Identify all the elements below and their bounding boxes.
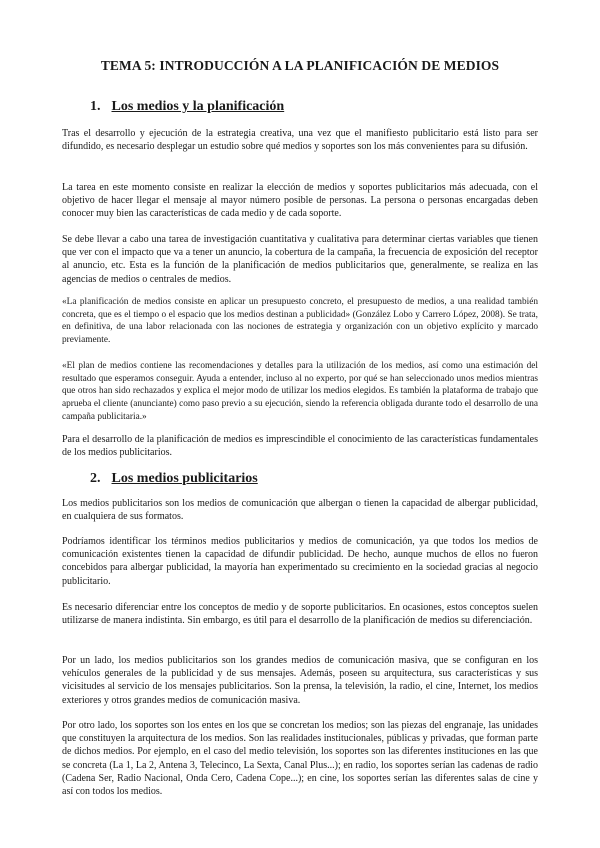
section-number: 1. [90, 99, 101, 114]
section-number: 2. [90, 471, 101, 486]
quote-paragraph: «El plan de medios contiene las recomendaciones y detalles para la utilización de los medios, así como una estimación del resultado que esperamos conseguir. Ayuda a entender, incluso al no experto, por qué se han seleccionado unos medios mientras que otros han sido rechazados y explica el mejor modo de utilizar los medios elegidos. Es también la plataforma de trabajo que aprueba el cliente (anunciante) como paso previo a su ejecución, siendo la referencia obligada durante todo el desarrollo de una campaña publicitaria.» [62, 361, 538, 422]
paragraph: La tarea en este momento consiste en realizar la elección de medios y soportes publicitarios más adecuada, con el objetivo de hacer llegar el mensaje al mayor número posible de personas. La persona o personas encargadas deben conocer muy bien las características de cada medio y de cada soporte. [62, 182, 538, 220]
paragraph: Por otro lado, los soportes son los entes en los que se concretan los medios; son las piezas del engranaje, las unidades que constituyen la arquitectura de los medios. Son las realidades institucionales, públicas y privadas, que forman parte de dichos medios. Por ejemplo, en el caso del medio televisión, los soportes son las diferentes instituciones en las que se concreta (La 1, La 2, Antena 3, Telecinco, La Sexta, Canal Plus...); en radio, los soportes serían las cadenas de radio (Cadena Ser, Radio Nacional, Onda Cero, Cadena Cope...); en cine, los soportes serían las diferentes salas de cine y así con todos los medios. [62, 720, 538, 798]
paragraph: Tras el desarrollo y ejecución de la estrategia creativa, una vez que el manifiesto publicitario está listo para ser difundido, es necesario desplegar un estudio sobre qué medios y soportes son los más convenientes para su difusión. [62, 128, 538, 153]
paragraph: Podríamos identificar los términos medios publicitarios y medios de comunicación, ya que todos los medios de comunicación existentes tienen la capacidad de difundir publicidad. De hecho, aunque muchos de ellos no fueron concebidos para albergar publicidad, la mayoría han experimentado su crecimiento en la sociedad gracias al negocio publicitario. [62, 536, 538, 587]
paragraph: Se debe llevar a cabo una tarea de investigación cuantitativa y cualitativa para determinar ciertas variables que tienen que ver con el impacto que va a tener un anuncio, la cobertura de la campaña, la frecuencia de exposición del receptor al anuncio, etc. Esta es la función de la planificación de medios publicitarios que, generalmente, se realiza en las agencias de medios o centrales de medios. [62, 234, 538, 285]
section-title: Los medios publicitarios [111, 471, 258, 486]
paragraph: Los medios publicitarios son los medios de comunicación que albergan o tienen la capacidad de albergar publicidad, en cualquiera de sus formatos. [62, 498, 538, 523]
paragraph: Para el desarrollo de la planificación de medios es imprescindible el conocimiento de las características fundamentales de los medios publicitarios. [62, 434, 538, 459]
page-title: TEMA 5: INTRODUCCIÓN A LA PLANIFICACIÓN DE MEDIOS [100, 58, 500, 73]
section-title: Los medios y la planificación [111, 99, 285, 114]
quote-paragraph: «La planificación de medios consiste en aplicar un presupuesto concreto, el presupuesto de medios, a una realidad también concreta, que es el tiempo o el espacio que los medios destinan a publicidad» (González Lobo y Carrero López, 2008). Se trata, en definitiva, de una labor relacionada con las nociones de estrategia y organización con un objetivo explícito y marcado previamente. [62, 297, 538, 346]
paragraph: Es necesario diferenciar entre los conceptos de medio y de soporte publicitarios. En ocasiones, estos conceptos suelen utilizarse de manera indistinta. Sin embargo, es útil para el desarrollo de la planificación de medios su diferenciación. [62, 602, 538, 627]
section-heading-1 [90, 99, 284, 115]
paragraph: Por un lado, los medios publicitarios son los grandes medios de comunicación masiva, que se configuran en los vehículos generales de la publicidad y de sus mensajes. Además, poseen su arquitectura, sus características y sus vicisitudes al servicio de los mensajes publicitarios. Son la prensa, la televisión, la radio, el cine, Internet, los medios exteriores y otros grandes medios de comunicación masiva. [62, 655, 538, 706]
section-heading-2 [90, 471, 258, 487]
